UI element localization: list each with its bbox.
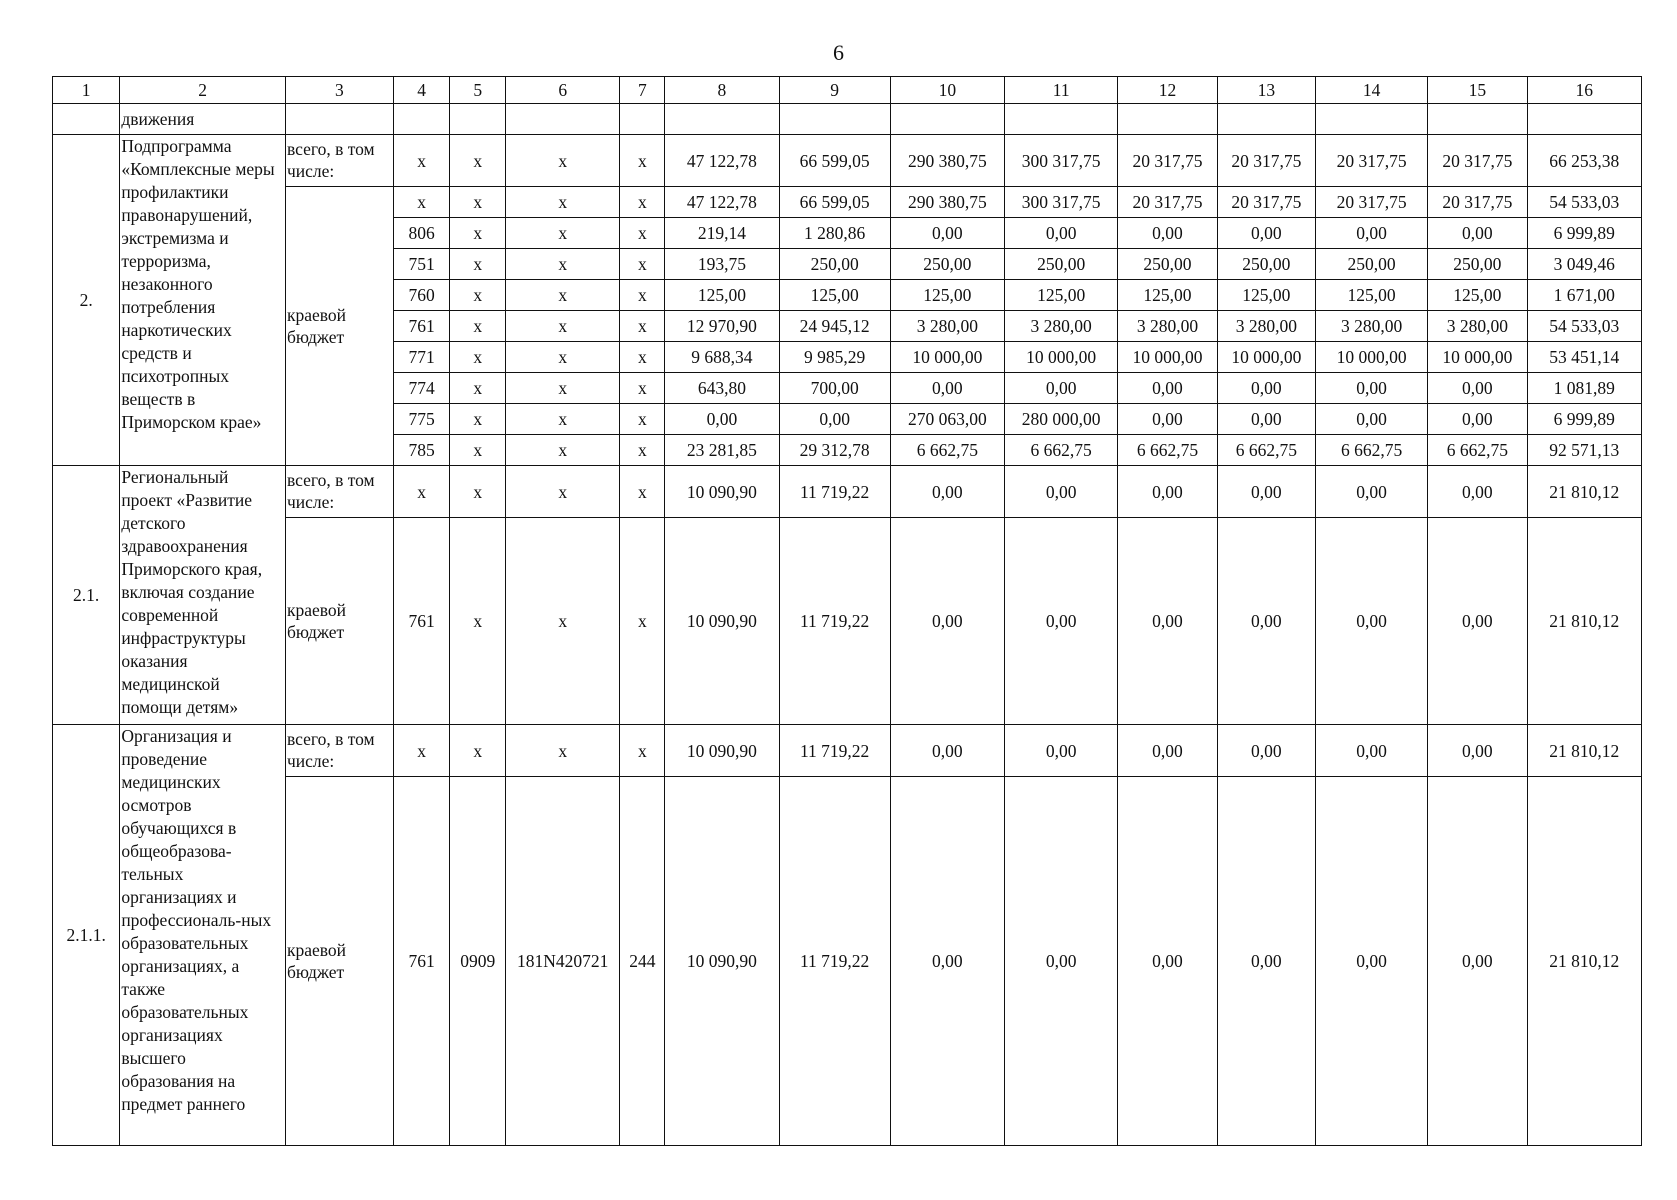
value-cell: x xyxy=(506,135,620,187)
value-cell: 0,00 xyxy=(1118,518,1217,725)
value-cell: 0,00 xyxy=(1217,373,1315,404)
value-cell: 1 280,86 xyxy=(779,218,890,249)
value-cell: 125,00 xyxy=(890,280,1004,311)
value-cell: 700,00 xyxy=(779,373,890,404)
empty-cell xyxy=(665,104,779,135)
continued-item-name: движения xyxy=(120,104,286,135)
value-cell: 0,00 xyxy=(1428,466,1527,518)
value-cell: 0,00 xyxy=(1118,777,1217,1146)
empty-cell xyxy=(285,104,393,135)
value-cell: x xyxy=(506,311,620,342)
column-header: 12 xyxy=(1118,77,1217,104)
section-number: 2.1. xyxy=(53,466,120,725)
column-header: 11 xyxy=(1005,77,1118,104)
value-cell: 0,00 xyxy=(1005,373,1118,404)
value-cell: 0,00 xyxy=(1005,518,1118,725)
section-total-row xyxy=(53,725,1642,777)
section-total-row xyxy=(53,466,1642,518)
value-cell: 0,00 xyxy=(1005,777,1118,1146)
value-cell: 250,00 xyxy=(1217,249,1315,280)
value-cell: x xyxy=(450,466,506,518)
value-cell: 11 719,22 xyxy=(779,466,890,518)
value-cell: x xyxy=(450,435,506,466)
value-cell: 10 090,90 xyxy=(665,518,779,725)
continuation-row xyxy=(53,104,1642,135)
budget-row xyxy=(53,518,1642,725)
column-header: 1 xyxy=(53,77,120,104)
value-cell: 0,00 xyxy=(1118,218,1217,249)
value-cell: 0,00 xyxy=(1315,373,1427,404)
value-cell: x xyxy=(620,404,665,435)
value-cell: 0,00 xyxy=(1315,725,1427,777)
value-cell: 775 xyxy=(393,404,450,435)
value-cell: 10 000,00 xyxy=(1315,342,1427,373)
section-total-row xyxy=(53,135,1642,187)
value-cell: 47 122,78 xyxy=(665,135,779,187)
value-cell: 66 253,38 xyxy=(1527,135,1641,187)
empty-cell xyxy=(1217,104,1315,135)
column-header: 5 xyxy=(450,77,506,104)
value-cell: x xyxy=(506,249,620,280)
value-cell: 0,00 xyxy=(1315,404,1427,435)
value-cell: 0,00 xyxy=(890,218,1004,249)
value-cell: x xyxy=(620,342,665,373)
empty-cell xyxy=(1315,104,1427,135)
column-header: 6 xyxy=(506,77,620,104)
value-cell: x xyxy=(450,518,506,725)
value-cell: 760 xyxy=(393,280,450,311)
value-cell: x xyxy=(506,218,620,249)
value-cell: x xyxy=(393,135,450,187)
value-cell: 250,00 xyxy=(1005,249,1118,280)
value-cell: x xyxy=(506,280,620,311)
value-cell: 125,00 xyxy=(1118,280,1217,311)
empty-cell xyxy=(1118,104,1217,135)
value-cell: 47 122,78 xyxy=(665,187,779,218)
value-cell: 9 985,29 xyxy=(779,342,890,373)
value-cell: 250,00 xyxy=(779,249,890,280)
value-cell: 10 000,00 xyxy=(1118,342,1217,373)
value-cell: 125,00 xyxy=(779,280,890,311)
value-cell: 3 280,00 xyxy=(1315,311,1427,342)
value-cell: 66 599,05 xyxy=(779,187,890,218)
value-cell: 643,80 xyxy=(665,373,779,404)
value-cell: x xyxy=(450,342,506,373)
value-cell: 0,00 xyxy=(1315,466,1427,518)
value-cell: 806 xyxy=(393,218,450,249)
value-cell: 6 999,89 xyxy=(1527,404,1641,435)
page-number: 6 xyxy=(833,40,844,65)
value-cell: x xyxy=(506,404,620,435)
value-cell: 10 090,90 xyxy=(665,725,779,777)
value-cell: 761 xyxy=(393,518,450,725)
value-cell: 1 671,00 xyxy=(1527,280,1641,311)
section-number: 2. xyxy=(53,135,120,466)
value-cell: 0,00 xyxy=(1428,777,1527,1146)
value-cell: 3 280,00 xyxy=(1118,311,1217,342)
value-cell: 0,00 xyxy=(1005,218,1118,249)
total-label: всего, в том числе: xyxy=(285,135,393,187)
value-cell: x xyxy=(506,725,620,777)
budget-table xyxy=(52,76,1642,1146)
value-cell: x xyxy=(393,466,450,518)
value-cell: x xyxy=(450,404,506,435)
value-cell: 0,00 xyxy=(1217,404,1315,435)
value-cell: 21 810,12 xyxy=(1527,466,1641,518)
value-cell: 54 533,03 xyxy=(1527,187,1641,218)
value-cell: 6 662,75 xyxy=(1315,435,1427,466)
value-cell: 9 688,34 xyxy=(665,342,779,373)
budget-label: краевой бюджет xyxy=(285,518,393,725)
value-cell: 290 380,75 xyxy=(890,187,1004,218)
value-cell: x xyxy=(620,311,665,342)
value-cell: 3 280,00 xyxy=(890,311,1004,342)
value-cell: 20 317,75 xyxy=(1217,135,1315,187)
value-cell: 6 999,89 xyxy=(1527,218,1641,249)
column-header: 14 xyxy=(1315,77,1427,104)
section-name: Региональный проект «Развитие детского здравоохранения Приморского края, включая создание современной инфраструктуры оказания медицинской помощи детям» xyxy=(120,466,286,725)
value-cell: x xyxy=(620,280,665,311)
value-cell: 21 810,12 xyxy=(1527,725,1641,777)
value-cell: x xyxy=(450,373,506,404)
value-cell: x xyxy=(620,466,665,518)
value-cell: 0,00 xyxy=(1118,466,1217,518)
value-cell: 219,14 xyxy=(665,218,779,249)
value-cell: 250,00 xyxy=(1428,249,1527,280)
value-cell: x xyxy=(506,187,620,218)
value-cell: 125,00 xyxy=(665,280,779,311)
budget-row xyxy=(53,187,1642,218)
value-cell: 774 xyxy=(393,373,450,404)
value-cell: x xyxy=(450,725,506,777)
value-cell: x xyxy=(620,435,665,466)
value-cell: 0,00 xyxy=(1428,725,1527,777)
empty-cell xyxy=(506,104,620,135)
value-cell: 290 380,75 xyxy=(890,135,1004,187)
value-cell: 29 312,78 xyxy=(779,435,890,466)
value-cell: 3 049,46 xyxy=(1527,249,1641,280)
value-cell: x xyxy=(506,466,620,518)
value-cell: 0,00 xyxy=(1315,777,1427,1146)
value-cell: x xyxy=(506,373,620,404)
value-cell: 6 662,75 xyxy=(1217,435,1315,466)
value-cell: x xyxy=(506,342,620,373)
value-cell: x xyxy=(450,218,506,249)
section-number: 2.1.1. xyxy=(53,725,120,1146)
value-cell: 125,00 xyxy=(1217,280,1315,311)
value-cell: 0909 xyxy=(450,777,506,1146)
value-cell: 23 281,85 xyxy=(665,435,779,466)
value-cell: 0,00 xyxy=(1428,373,1527,404)
value-cell: 0,00 xyxy=(1217,725,1315,777)
value-cell: 785 xyxy=(393,435,450,466)
value-cell: 0,00 xyxy=(890,373,1004,404)
value-cell: 761 xyxy=(393,311,450,342)
value-cell: 3 280,00 xyxy=(1217,311,1315,342)
value-cell: 20 317,75 xyxy=(1217,187,1315,218)
value-cell: 193,75 xyxy=(665,249,779,280)
value-cell: x xyxy=(620,135,665,187)
value-cell: 54 533,03 xyxy=(1527,311,1641,342)
value-cell: 125,00 xyxy=(1315,280,1427,311)
value-cell: 20 317,75 xyxy=(1315,187,1427,218)
value-cell: 10 000,00 xyxy=(1217,342,1315,373)
value-cell: 11 719,22 xyxy=(779,725,890,777)
value-cell: x xyxy=(450,249,506,280)
value-cell: 0,00 xyxy=(1217,466,1315,518)
column-header: 13 xyxy=(1217,77,1315,104)
value-cell: x xyxy=(506,518,620,725)
value-cell: 250,00 xyxy=(1315,249,1427,280)
value-cell: x xyxy=(620,725,665,777)
column-header: 7 xyxy=(620,77,665,104)
value-cell: 1 081,89 xyxy=(1527,373,1641,404)
column-header: 4 xyxy=(393,77,450,104)
value-cell: 11 719,22 xyxy=(779,777,890,1146)
value-cell: 3 280,00 xyxy=(1005,311,1118,342)
value-cell: 0,00 xyxy=(890,725,1004,777)
value-cell: 0,00 xyxy=(1005,725,1118,777)
value-cell: x xyxy=(620,187,665,218)
value-cell: 0,00 xyxy=(1315,518,1427,725)
value-cell: 10 090,90 xyxy=(665,777,779,1146)
value-cell: 3 280,00 xyxy=(1428,311,1527,342)
value-cell: 20 317,75 xyxy=(1118,187,1217,218)
empty-cell xyxy=(1527,104,1641,135)
empty-cell xyxy=(620,104,665,135)
value-cell: x xyxy=(620,249,665,280)
value-cell: 21 810,12 xyxy=(1527,777,1641,1146)
value-cell: 771 xyxy=(393,342,450,373)
value-cell: 0,00 xyxy=(890,466,1004,518)
value-cell: 20 317,75 xyxy=(1428,135,1527,187)
value-cell: 125,00 xyxy=(1428,280,1527,311)
value-cell: x xyxy=(506,435,620,466)
value-cell: x xyxy=(620,373,665,404)
value-cell: 0,00 xyxy=(1005,466,1118,518)
column-header: 3 xyxy=(285,77,393,104)
column-header: 9 xyxy=(779,77,890,104)
total-label: всего, в том числе: xyxy=(285,725,393,777)
value-cell: 250,00 xyxy=(890,249,1004,280)
value-cell: 0,00 xyxy=(1428,404,1527,435)
value-cell: 0,00 xyxy=(1217,218,1315,249)
value-cell: x xyxy=(393,725,450,777)
value-cell: 0,00 xyxy=(779,404,890,435)
value-cell: 21 810,12 xyxy=(1527,518,1641,725)
value-cell: 12 970,90 xyxy=(665,311,779,342)
value-cell: 6 662,75 xyxy=(1005,435,1118,466)
empty-cell xyxy=(1005,104,1118,135)
value-cell: 0,00 xyxy=(665,404,779,435)
column-header: 16 xyxy=(1527,77,1641,104)
value-cell: x xyxy=(450,280,506,311)
value-cell: 244 xyxy=(620,777,665,1146)
empty-cell xyxy=(450,104,506,135)
value-cell: 0,00 xyxy=(1118,404,1217,435)
value-cell: 0,00 xyxy=(890,777,1004,1146)
value-cell: 20 317,75 xyxy=(1118,135,1217,187)
value-cell: 20 317,75 xyxy=(1315,135,1427,187)
value-cell: x xyxy=(450,311,506,342)
column-header: 8 xyxy=(665,77,779,104)
value-cell: 10 090,90 xyxy=(665,466,779,518)
value-cell: 10 000,00 xyxy=(1428,342,1527,373)
value-cell: 270 063,00 xyxy=(890,404,1004,435)
value-cell: 10 000,00 xyxy=(890,342,1004,373)
budget-label: краевой бюджет xyxy=(285,187,393,466)
value-cell: 280 000,00 xyxy=(1005,404,1118,435)
value-cell: 92 571,13 xyxy=(1527,435,1641,466)
value-cell: x xyxy=(620,518,665,725)
value-cell: 6 662,75 xyxy=(1428,435,1527,466)
value-cell: x xyxy=(620,218,665,249)
column-header: 2 xyxy=(120,77,286,104)
total-label: всего, в том числе: xyxy=(285,466,393,518)
value-cell: 250,00 xyxy=(1118,249,1217,280)
value-cell: 0,00 xyxy=(1118,373,1217,404)
value-cell: x xyxy=(393,187,450,218)
value-cell: 300 317,75 xyxy=(1005,135,1118,187)
value-cell: 20 317,75 xyxy=(1428,187,1527,218)
value-cell: 181N420721 xyxy=(506,777,620,1146)
value-cell: 6 662,75 xyxy=(890,435,1004,466)
value-cell: 761 xyxy=(393,777,450,1146)
section-name: Подпрограмма «Комплексные меры профилактики правонарушений, экстремизма и терроризма, незаконного потребления наркотических средств и психотропных веществ в Приморском крае» xyxy=(120,135,286,466)
value-cell: 0,00 xyxy=(890,518,1004,725)
value-cell: 300 317,75 xyxy=(1005,187,1118,218)
value-cell: 0,00 xyxy=(1428,518,1527,725)
empty-cell xyxy=(53,104,120,135)
value-cell: 0,00 xyxy=(1217,777,1315,1146)
value-cell: 0,00 xyxy=(1217,518,1315,725)
value-cell: 125,00 xyxy=(1005,280,1118,311)
column-number-row xyxy=(53,77,1642,104)
column-header: 15 xyxy=(1428,77,1527,104)
budget-label: краевой бюджет xyxy=(285,777,393,1146)
value-cell: 11 719,22 xyxy=(779,518,890,725)
value-cell: 0,00 xyxy=(1118,725,1217,777)
value-cell: 66 599,05 xyxy=(779,135,890,187)
empty-cell xyxy=(393,104,450,135)
value-cell: x xyxy=(450,135,506,187)
value-cell: 6 662,75 xyxy=(1118,435,1217,466)
empty-cell xyxy=(1428,104,1527,135)
value-cell: 751 xyxy=(393,249,450,280)
value-cell: 10 000,00 xyxy=(1005,342,1118,373)
value-cell: 0,00 xyxy=(1315,218,1427,249)
empty-cell xyxy=(890,104,1004,135)
column-header: 10 xyxy=(890,77,1004,104)
budget-row xyxy=(53,777,1642,1146)
section-name: Организация и проведение медицинских осмотров обучающихся в общеобразова-тельных организациях и профессиональ-ных образовательных организациях, а также образовательных организациях высшего образования на предмет раннего xyxy=(120,725,286,1146)
empty-cell xyxy=(779,104,890,135)
value-cell: 0,00 xyxy=(1428,218,1527,249)
value-cell: 24 945,12 xyxy=(779,311,890,342)
value-cell: x xyxy=(450,187,506,218)
value-cell: 53 451,14 xyxy=(1527,342,1641,373)
